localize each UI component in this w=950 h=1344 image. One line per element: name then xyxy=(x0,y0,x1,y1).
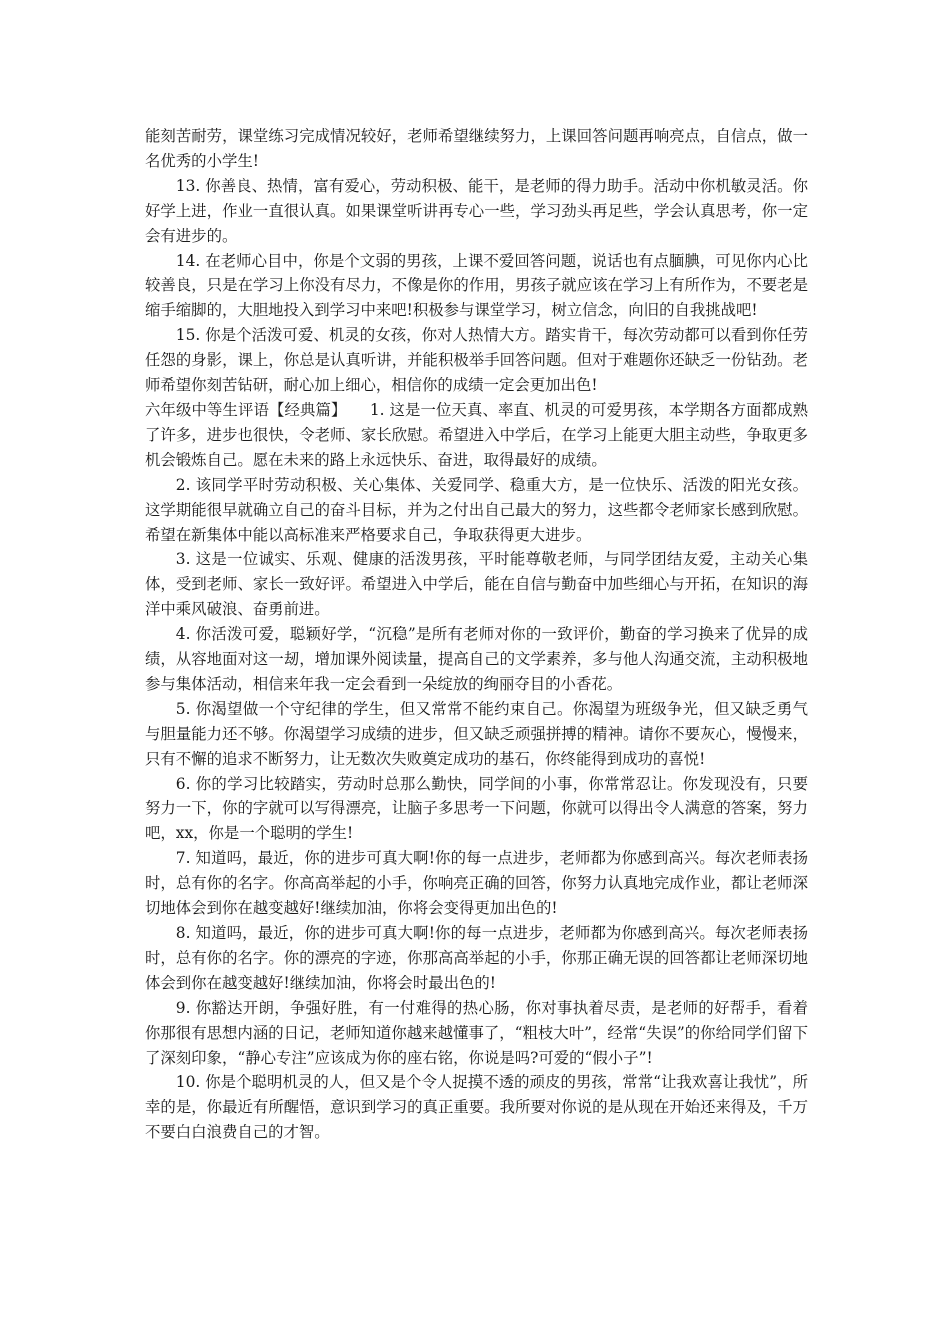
comment-5: 5. 你渴望做一个守纪律的学生，但又常常不能约束自己。你渴望为班级争光，但又缺乏勇气与胆量能力还不够。你渴望学习成绩的进步，但又缺乏顽强拼搏的精神。请你不要灰心，慢慢来，只有不懈的追求不断努力，让无数次失败奠定成功的基石，你终能得到成功的喜悦! xyxy=(145,699,808,768)
paragraph-continued: 能刻苦耐劳，课堂练习完成情况较好，老师希望继续努力，上课回答问题再响亮点，自信点，做一名优秀的小学生! xyxy=(145,127,808,170)
comment-7: 7. 知道吗，最近，你的进步可真大啊!你的每一点进步，老师都为你感到高兴。每次老师表扬时，总有你的名字。你高高举起的小手，你响亮正确的回答，你努力认真地完成作业，都让老师深切地体会到你在越变越好!继续加油，你将会变得更加出色的! xyxy=(145,849,808,918)
comment-13: 13. 你善良、热情，富有爱心，劳动积极、能干，是老师的得力助手。活动中你机敏灵活。你好学上进，作业一直很认真。如果课堂听讲再专心一些，学习劲头再足些，学会认真思考，你一定会有进步的。 xyxy=(145,176,808,245)
comment-15: 15. 你是个活泼可爱、机灵的女孩，你对人热情大方。踏实肯干，每次劳动都可以看到你任劳任怨的身影，课上，你总是认真听讲，并能积极举手回答问题。但对于难题你还缺乏一份钻劲。老师希望你刻苦钻研，耐心加上细心，相信你的成绩一定会更加出色! xyxy=(145,326,808,395)
comment-9: 9. 你豁达开朗，争强好胜，有一付难得的热心肠，你对事执着尽责，是老师的好帮手，看着你那很有思想内涵的日记，老师知道你越来越懂事了，“粗枝大叶”，经常“失误”的你给同学们留下了深刻印象，“静心专注”应该成为你的座右铭，你说是吗?可爱的“假小子”! xyxy=(145,998,808,1067)
comment-4: 4. 你活泼可爱，聪颖好学，“沉稳”是所有老师对你的一致评价，勤奋的学习换来了优异的成绩，从容地面对这一刼，增加课外阅读量，提高自己的文学素养，多与他人沟通交流，主动积极地参与集体活动，相信来年我一定会看到一朵绽放的绚丽夺目的小香花。 xyxy=(145,625,808,693)
comment-10: 10. 你是个聪明机灵的人，但又是个令人捉摸不透的顽皮的男孩，常常“让我欢喜让我忧”，所幸的是，你最近有所醒悟，意识到学习的真正重要。我所要对你说的是从现在开始还来得及，千万不要白白浪费自己的才智。 xyxy=(145,1073,808,1142)
comment-6: 6. 你的学习比较踏实，劳动时总那么勤快，同学间的小事，你常常忍让。你发现没有，只要努力一下，你的字就可以写得漂亮，让脑子多思考一下问题，你就可以得出令人满意的答案，努力吧，xx，你是一个聪明的学生! xyxy=(145,774,808,843)
comment-3: 3. 这是一位诚实、乐观、健康的活泼男孩，平时能尊敬老师，与同学团结友爱，主动关心集体，受到老师、家长一致好评。希望进入中学后，能在自信与勤奋中加些细心与开拓，在知识的海洋中乘风破浪、奋勇前进。 xyxy=(145,550,808,619)
document-body xyxy=(145,124,808,1145)
comment-2: 2. 该同学平时劳动积极、关心集体、关爱同学、稳重大方，是一位快乐、活泼的阳光女孩。这学期能很早就确立自己的奋斗目标，并为之付出自己最大的努力，这些都令老师家长感到欣慰。希望在新集体中能以高标准来严格要求自己，争取获得更大进步。 xyxy=(145,475,808,544)
comment-14: 14. 在老师心目中，你是个文弱的男孩，上课不爱回答问题，说话也有点腼腆，可见你内心比较善良，只是在学习上你没有尽力，不像是你的作用，男孩子就应该在学习上有所作为，不要老是缩手缩脚的，大胆地投入到学习中来吧!积极参与课堂学习，树立信念，向旧的自我挑战吧! xyxy=(145,251,808,320)
section-heading-with-comment-1: 六年级中等生评语【经典篇】 1. 这是一位天真、率直、机灵的可爱男孩，本学期各方面都成熟了许多，进步也很快，令老师、家长欣慰。希望进入中学后，在学习上能更大胆主动些，争取更多机会锻炼自己。愿在未来的路上永远快乐、奋进，取得最好的成绩。 xyxy=(145,400,808,469)
comment-8: 8. 知道吗，最近，你的进步可真大啊!你的每一点进步，老师都为你感到高兴。每次老师表扬时，总有你的名字。你的漂亮的字迹，你那高高举起的小手，你那正确无误的回答都让老师深切地体会到你在越变越好!继续加油，你将会时最出色的! xyxy=(145,924,808,992)
